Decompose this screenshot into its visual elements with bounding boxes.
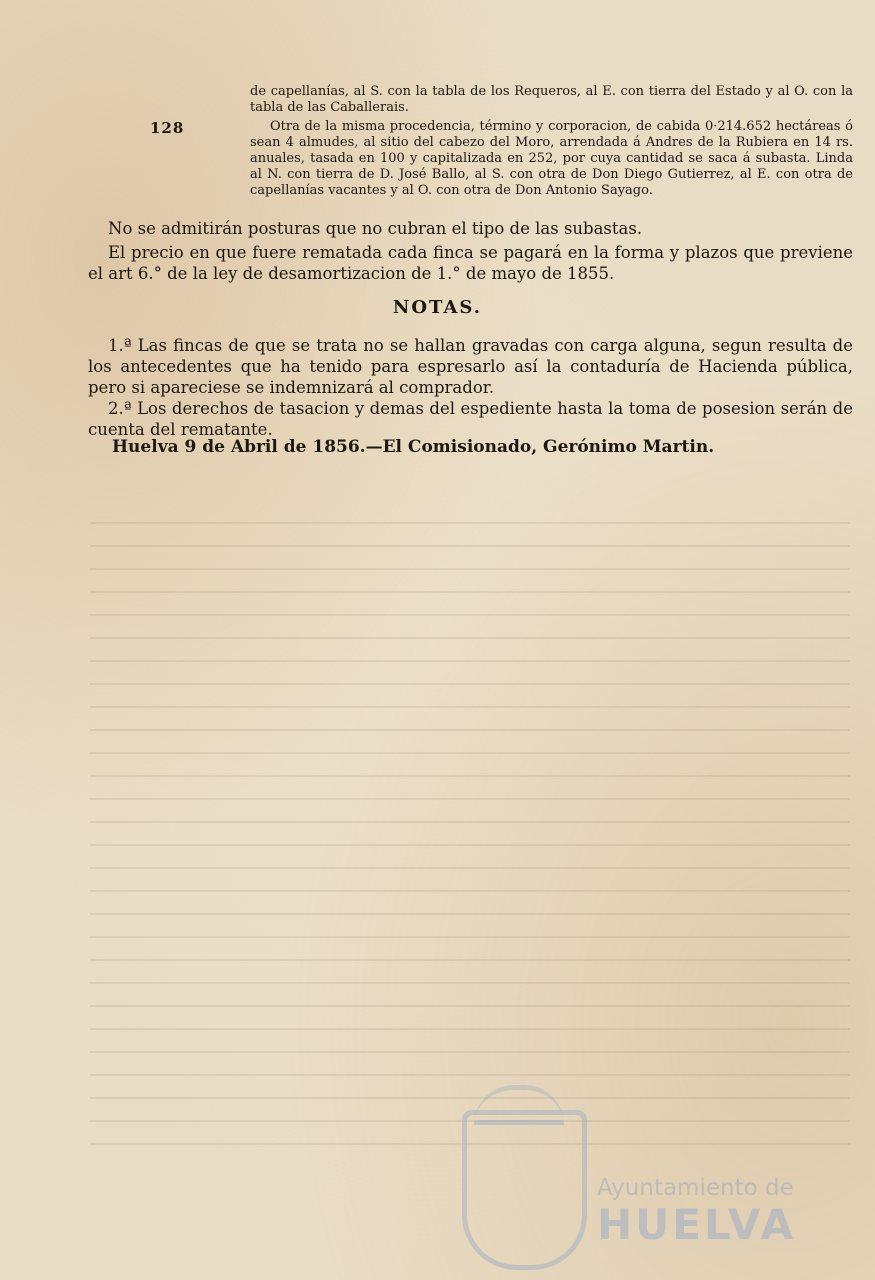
watermark-line-2: HUELVA — [597, 1200, 797, 1249]
listing-continuation: de capellanías, al S. con la tabla de los Requeros, al E. con tierra del Estado y al O. con la tabla de las Caballerais. — [250, 84, 853, 115]
page-number: 128 — [150, 119, 185, 137]
condition-payment-terms: El precio en que fuere rematada cada finca se pagará en la forma y plazos que previene el art 6.° de la ley de desamortizacion de 1.° de mayo de 1855. — [88, 243, 853, 283]
signature-line: Huelva 9 de Abril de 1856.—El Comisionado, Gerónimo Martin. — [112, 437, 715, 457]
listing-item: Otra de la misma procedencia, término y corporacion, de cabida 0·214.652 hectáreas ó sean 4 almudes, al sitio del cabezo del Moro, arrendada á Andres de la Rubiera en 14 rs. anuales, tasada en 100 y capitalizada en 252, por cuya cantidad se saca á subasta. Linda al N. con tierra de D. José Ballo, al S. con otra de Don Diego Gutierrez, al E. con otra de capellanías vacantes y al O. con otra de Don Antonio Sayago. — [250, 119, 853, 198]
note-2: 2.ª Los derechos de tasacion y demas del espediente hasta la toma de posesion serán de cuenta del rematante. — [88, 399, 853, 439]
archive-watermark — [462, 1085, 822, 1270]
condition-minimum-bid: No se admitirán posturas que no cubran el tipo de las subastas. — [108, 219, 643, 238]
bleed-through-texture — [90, 505, 850, 1145]
watermark-line-1: Ayuntamiento de — [597, 1175, 794, 1201]
note-1: 1.ª Las fincas de que se trata no se hallan gravadas con carga alguna, segun resulta de los antecedentes que ha tenido para espresarlo así la contaduría de Hacienda pública, pero si apareciese se indemnizará al comprador. — [88, 336, 853, 397]
notes-heading: NOTAS. — [392, 297, 483, 318]
shield-icon — [462, 1110, 587, 1270]
